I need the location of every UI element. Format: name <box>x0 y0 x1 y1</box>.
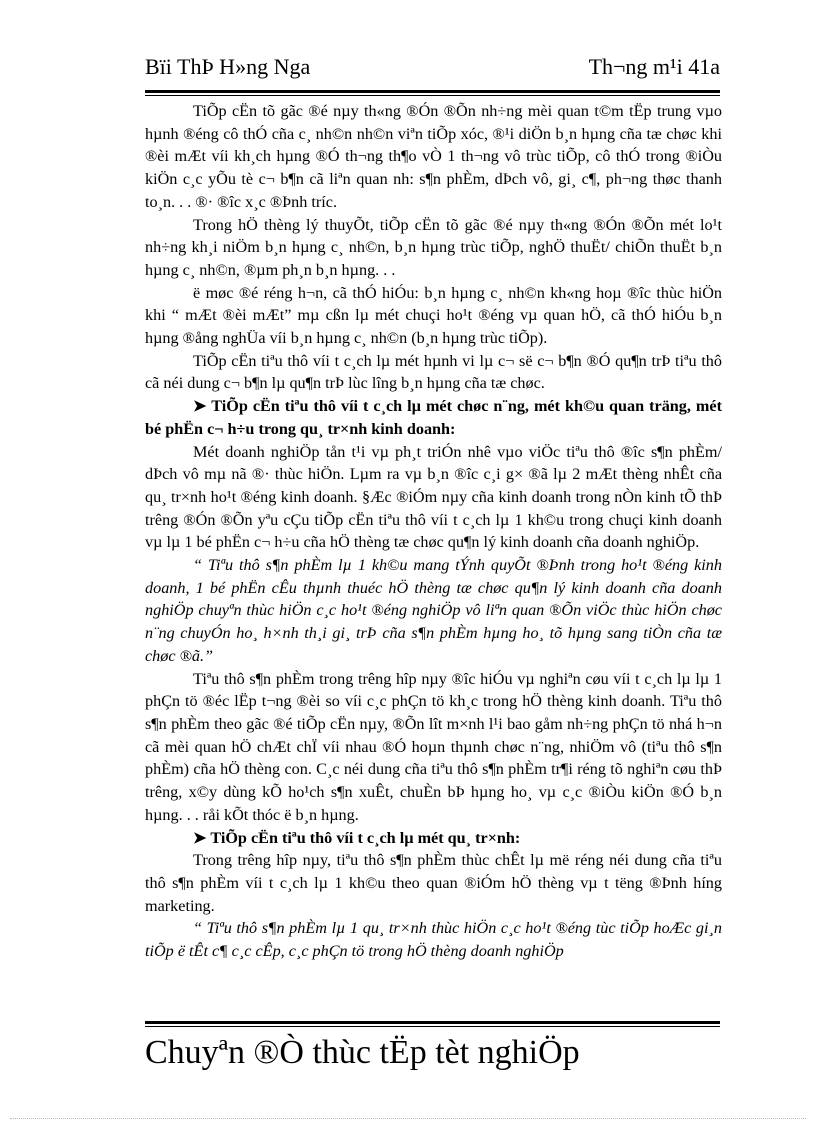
paragraph: Mét doanh nghiÖp tån t¹i vµ ph¸t triÓn nhê vµo viÖc tiªu thô ®îc s¶n phÈm/ dÞch vô mµ nã ®· thùc hiÖn. Lµm ra vµ b¸n ®îc c¸i g× ®ã lµ 2 mÆt thèng nhÊt cña qu¸ tr×nh ho¹t ®éng kinh doanh. §Æc ®iÓm nµy cña kinh doanh trong nÒn kinh tÕ thÞ trêng ®Ón ®Õn yªu cÇu tiÕp cËn tiªu thô víi t c¸ch lµ 1 kh©u trong chuçi kinh doanh vµ lµ 1 bé phËn c¬ h÷u cña hÖ thèng tæ chøc qu¶n lý kinh doanh cña doanh nghiÖp. <box>145 442 722 552</box>
footer-rule-thin <box>145 1026 720 1027</box>
paragraph: TiÕp cËn tõ gãc ®é nµy th«ng ®Ón ®Õn nh÷ng mèi quan t©m tËp trung vµo hµnh ®éng cô thÓ cña c¸ nh©n nh©n viªn tiÕp xóc, ®¹i diÖn b¸n hµng cña tæ chøc khi ®èi mÆt víi kh¸ch hµng ®Ó th¬ng th¶o vÒ 1 th¬ng vô trùc tiÕp, cô thÓ trong ®iÒu kiÖn c¸c yÕu tè c¬ b¶n cã liªn quan nh: s¶n phÈm, dÞch vô, gi¸ c¶, ph¬ng thøc thanh to¸n. . . ®· ®îc x¸c ®Þnh tríc. <box>145 102 722 211</box>
header-author: Bïi ThÞ H»ng Nga <box>145 54 311 79</box>
page-footer-title: Chuyªn ®Ò thùc tËp tèt nghiÖp <box>145 1034 580 1071</box>
header-class: Th¬ng m¹i 41a <box>588 54 720 79</box>
paragraph: ë møc ®é réng h¬n, cã thÓ hiÓu: b¸n hµng c¸ nh©n kh«ng hoµ ®îc thùc hiÖn khi “ mÆt ®èi mÆt” mµ cßn lµ mét chuçi ho¹t ®éng vµ quan hÖ, cã thÓ hiÓu b¸n hµng ®ång nghÜa víi b¸n hµng c¸ nh©n (b¸n hµng trùc tiÕp). <box>145 283 722 348</box>
paragraph: Tiªu thô s¶n phÈm trong trêng hîp nµy ®îc hiÓu vµ nghiªn cøu víi t c¸ch lµ lµ 1 phÇn tö ®éc lËp t¬ng ®èi so víi c¸c phÇn tö kh¸c trong hÖ thèng kinh doanh. Tiªu thô s¶n phÈm theo gãc ®é tiÕp cËn nµy, ®Õn lît m×nh l¹i bao gåm nh÷ng phÇn tö nhá h¬n cã mèi quan hÖ chÆt chÏ víi nhau ®Ó hoµn thµnh chøc n¨ng, nhiÖm vô (tiªu thô s¶n phÈm) cña hÖ thèng con. C¸c néi dung cña tiªu thô s¶n phÈm tr¶i réng tõ nghiªn cøu thÞ trêng, x©y dùng kÕ ho¹ch s¶n xuÊt, chuÈn bÞ hµng ho¸ vµ c¸c ®iÒu kiÖn ®Ó b¸n hµng. . . råi kÕt thóc ë b¸n hµng. <box>145 669 722 824</box>
header-rule-thin <box>145 95 720 96</box>
paragraph: Trong trêng hîp nµy, tiªu thô s¶n phÈm thùc chÊt lµ më réng néi dung cña tiªu thô s¶n phÈm víi t c¸ch lµ 1 kh©u theo quan ®iÓm hÖ thèng vµ t tëng ®Þnh híng marketing. <box>145 851 722 915</box>
header-rule-thick <box>145 90 720 93</box>
page-edge <box>10 1118 806 1119</box>
section-heading: ➤ TiÕp cËn tiªu thô víi t c¸ch lµ mét chøc n¨ng, mét kh©u quan träng, mét bé phËn c¬ h÷u trong qu¸ tr×nh kinh doanh: <box>145 397 722 438</box>
document-body <box>145 100 722 963</box>
paragraph: Trong hÖ thèng lý thuyÕt, tiÕp cËn tõ gãc ®é nµy th«ng ®Ón ®Õn mét lo¹t nh÷ng kh¸i niÖm b¸n hµng c¸ nh©n, b¸n hµng trùc tiÕp, nghÖ thuËt/ chiÕn thuËt b¸n hµng c¸ nh©n, ®µm ph¸n b¸n hµng. . . <box>145 215 722 279</box>
paragraph: TiÕp cËn tiªu thô víi t c¸ch lµ mét hµnh vi lµ c¬ së c¬ b¶n ®Ó qu¶n trÞ tiªu thô cã néi dung c¬ b¶n lµ qu¶n trÞ lùc lîng b¸n hµng cña tæ chøc. <box>145 351 722 393</box>
section-heading: ➤ TiÕp cËn tiªu thô víi t c¸ch lµ mét qu¸ tr×nh: <box>193 828 521 847</box>
footer-rule-thick <box>145 1021 720 1024</box>
page-header <box>145 50 720 86</box>
quoted-definition: “ Tiªu thô s¶n phÈm lµ 1 qu¸ tr×nh thùc hiÖn c¸c ho¹t ®éng tùc tiÕp hoÆc gi¸n tiÕp ë tÊt c¶ c¸c cÊp, c¸c phÇn tö trong hÖ thèng doanh nghiÖp <box>145 919 722 961</box>
quoted-definition: “ Tiªu thô s¶n phÈm lµ 1 kh©u mang tÝnh quyÕt ®Þnh trong ho¹t ®éng kinh doanh, 1 bé phËn cÊu thµnh thuéc hÖ thèng tæ chøc qu¶n lý kinh doanh cña doanh nghiÖp chuyªn thùc hiÖn c¸c ho¹t ®éng nghiÖp vô liªn quan ®Õn viÖc thùc hiÖn chøc n¨ng chuyÓn ho¸ h×nh th¸i gi¸ trÞ cña s¶n phÈm hµng ho¸ tõ hµng sang tiÒn cña tæ chøc ®ã.” <box>145 556 722 665</box>
